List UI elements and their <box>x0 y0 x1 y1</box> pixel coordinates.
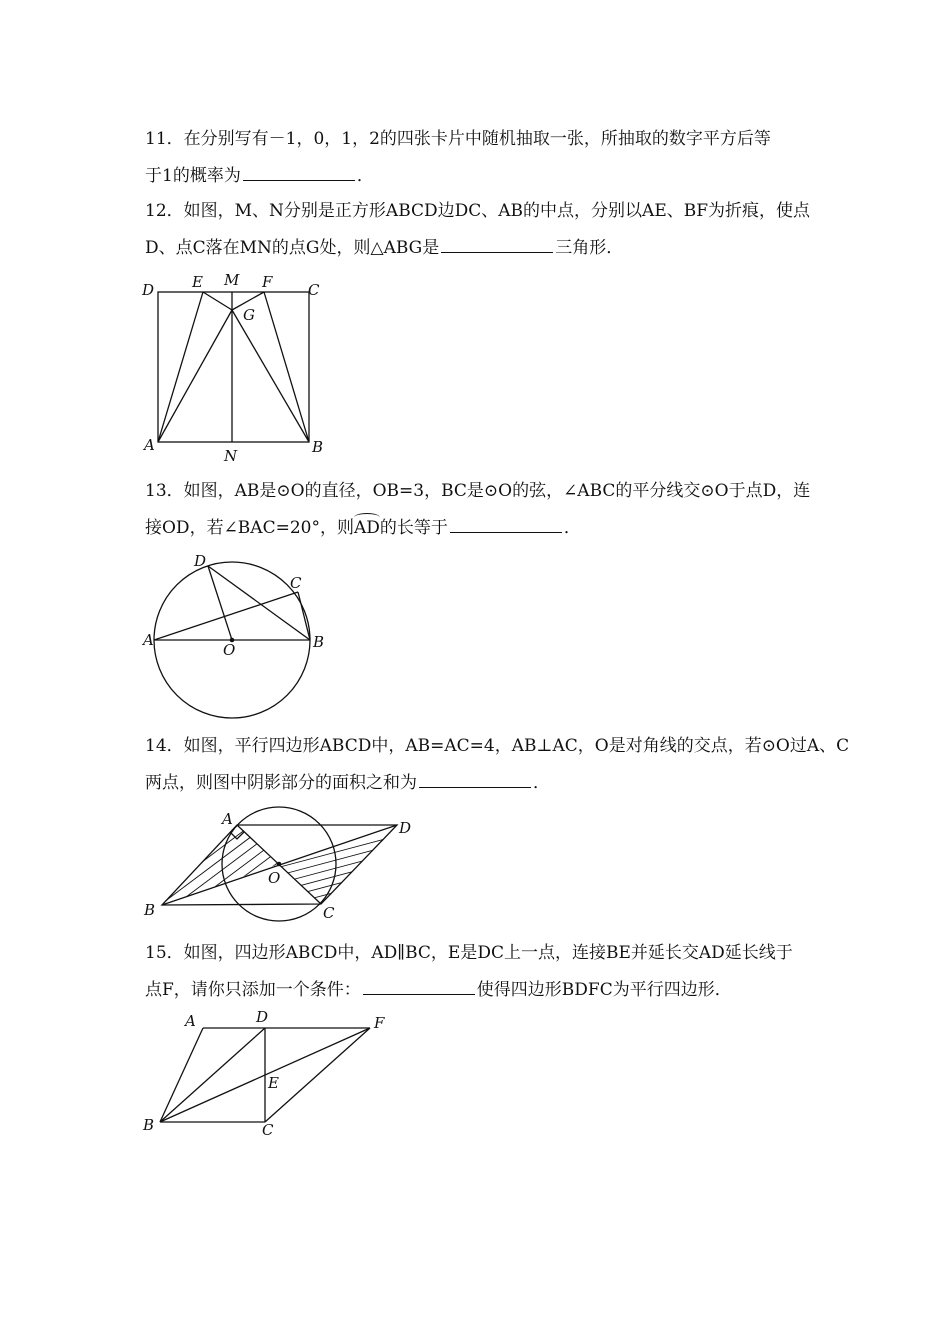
q13-line1: 13．如图，AB是⊙O的直径，OB=3，BC是⊙O的弦，∠ABC的平分线交⊙O于点D，连 <box>145 481 811 501</box>
q12-text-end: 三角形． <box>555 238 624 258</box>
q13-text: 接OD，若∠BAC=20°，则 <box>145 518 354 538</box>
center-dot-o <box>277 862 282 867</box>
q14-line2 <box>145 771 550 794</box>
q15-text: 点F，请你只添加一个条件： <box>145 980 361 1000</box>
q12-line2 <box>145 236 623 259</box>
q15-answer-blank[interactable] <box>363 978 475 995</box>
line-cf <box>265 1028 370 1122</box>
line-ag <box>158 310 232 442</box>
q13-answer-blank[interactable] <box>450 516 562 533</box>
label-e: E <box>192 273 203 291</box>
q12-figure <box>140 268 340 463</box>
label-b: B <box>313 633 325 651</box>
radius-od <box>208 566 232 640</box>
label-a: A <box>185 1012 196 1030</box>
arc-ad-symbol: AD <box>353 518 380 538</box>
q13-text-end: ． <box>563 518 581 538</box>
label-a: A <box>143 631 154 649</box>
q11-line1: 11．在分别写有－1，0，1，2的四张卡片中随机抽取一张，所抽取的数字平方后等 <box>145 129 771 149</box>
label-f: F <box>262 273 273 291</box>
q12-answer-blank[interactable] <box>441 236 553 253</box>
q15-text-end: 使得四边形BDFC为平行四边形． <box>476 980 732 1000</box>
label-a: A <box>222 810 233 828</box>
q14-text: 两点，则图中阴影部分的面积之和为 <box>145 773 417 793</box>
line-bf <box>264 292 309 442</box>
label-b: B <box>144 901 156 919</box>
q13-line2 <box>145 516 581 539</box>
label-b: B <box>143 1116 155 1134</box>
label-c: C <box>323 904 335 922</box>
q15-figure <box>140 1008 400 1138</box>
label-g: G <box>243 306 255 324</box>
label-m: M <box>224 271 240 289</box>
label-o: O <box>223 641 236 659</box>
line-eg <box>203 292 232 310</box>
line-ab <box>160 1028 203 1122</box>
label-f: F <box>374 1014 385 1032</box>
label-c: C <box>262 1121 274 1139</box>
label-e: E <box>268 1074 279 1092</box>
q11-answer-blank[interactable] <box>243 164 355 181</box>
label-a: A <box>144 436 155 454</box>
label-b: B <box>312 438 324 456</box>
q15-line1: 15．如图，四边形ABCD中，AD∥BC，E是DC上一点，连接BE并延长交AD延长线于 <box>145 943 793 963</box>
label-d: D <box>142 281 155 299</box>
label-n: N <box>224 447 238 465</box>
q14-figure <box>140 805 425 925</box>
line-ae <box>158 292 203 442</box>
q12-text: D、点C落在MN的点G处，则△ABG是 <box>145 238 440 258</box>
line-bd <box>160 1028 265 1122</box>
label-c: C <box>290 574 302 592</box>
label-c: C <box>308 281 320 299</box>
q11-text-end: ． <box>356 166 374 186</box>
q11-line2 <box>145 164 374 187</box>
label-d: D <box>256 1008 269 1026</box>
q13-figure <box>140 550 340 720</box>
q15-line2 <box>145 978 732 1001</box>
q14-line1: 14．如图，平行四边形ABCD中，AB=AC=4，AB⊥AC，O是对角线的交点，若⊙O过A、C <box>145 736 850 756</box>
line-bg <box>232 310 309 442</box>
q13-text-mid: 的长等于 <box>379 518 448 538</box>
label-d: D <box>194 552 207 570</box>
shaded-region-right <box>280 835 400 907</box>
label-o: O <box>268 869 281 887</box>
label-d: D <box>399 819 412 837</box>
q11-text: 于1的概率为 <box>145 166 241 186</box>
q14-text-end: ． <box>533 773 550 793</box>
q14-answer-blank[interactable] <box>419 771 531 788</box>
q12-line1: 12．如图，M、N分别是正方形ABCD边DC、AB的中点，分别以AE、BF为折痕，使点 <box>145 201 811 221</box>
